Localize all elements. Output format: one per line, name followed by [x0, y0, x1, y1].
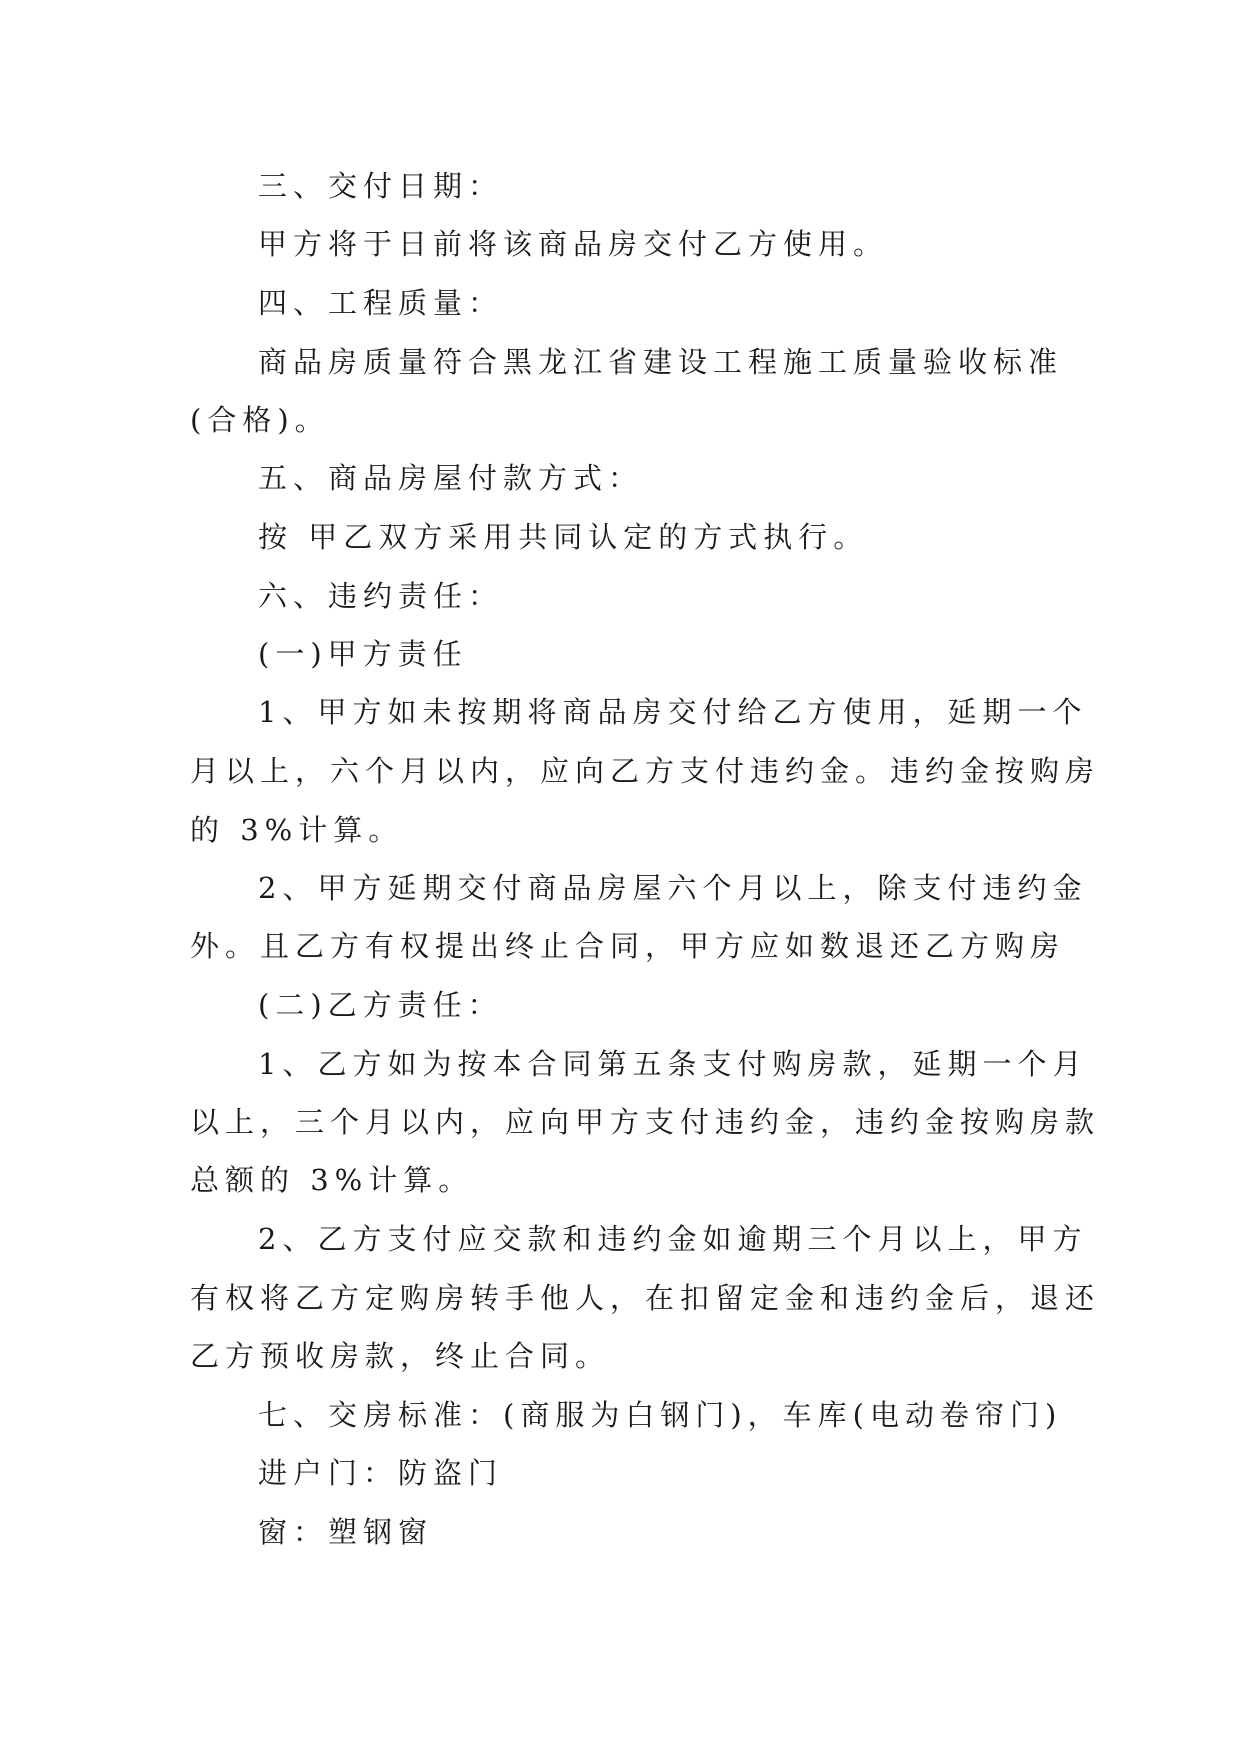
party-b-clause-2-line-1: 2、乙方支付应交款和违约金如逾期三个月以上，甲方 [258, 1222, 1088, 1256]
section-3-heading: 三、交付日期： [258, 169, 504, 203]
party-b-clause-1-line-1: 1、乙方如为按本合同第五条支付购房款，延期一个月 [258, 1047, 1088, 1081]
entry-door-spec: 进户门：防盗门 [258, 1456, 504, 1490]
party-a-clause-2-line-1: 2、甲方延期交付商品房屋六个月以上，除支付违约金 [258, 871, 1088, 905]
section-6-heading: 六、违约责任： [258, 579, 504, 613]
party-a-clause-1-line-2: 月以上，六个月以内，应向乙方支付违约金。违约金按购房 [190, 754, 1101, 788]
party-a-clause-2-line-2: 外。且乙方有权提出终止合同，甲方应如数退还乙方购房 [190, 929, 1066, 963]
section-4-text-line-1: 商品房质量符合黑龙江省建设工程施工质量验收标准 [258, 345, 1064, 379]
party-a-duty-heading: (一)甲方责任 [258, 637, 468, 671]
party-b-duty-heading: (二)乙方责任： [258, 988, 503, 1022]
party-a-clause-1-line-1: 1、甲方如未按期将商品房交付给乙方使用，延期一个 [258, 695, 1088, 729]
section-4-text-line-2: (合格)。 [190, 403, 330, 437]
section-5-heading: 五、商品房屋付款方式： [258, 461, 644, 495]
party-a-clause-1-line-3: 的 3%计算。 [190, 813, 404, 847]
section-4-heading: 四、工程质量： [258, 286, 504, 320]
window-spec: 窗：塑钢窗 [258, 1515, 434, 1549]
party-b-clause-1-line-2: 以上，三个月以内，应向甲方支付违约金，违约金按购房款 [190, 1105, 1101, 1139]
party-b-clause-2-line-3: 乙方预收房款，终止合同。 [190, 1339, 611, 1373]
section-3-text: 甲方将于日前将该商品房交付乙方使用。 [258, 227, 889, 261]
party-b-clause-2-line-2: 有权将乙方定购房转手他人，在扣留定金和违约金后，退还 [190, 1281, 1101, 1315]
party-b-clause-1-line-3: 总额的 3%计算。 [190, 1163, 474, 1197]
section-7-heading: 七、交房标准：(商服为白钢门)，车库(电动卷帘门) [258, 1398, 1063, 1432]
section-5-text: 按 甲乙双方采用共同认定的方式执行。 [258, 520, 869, 554]
